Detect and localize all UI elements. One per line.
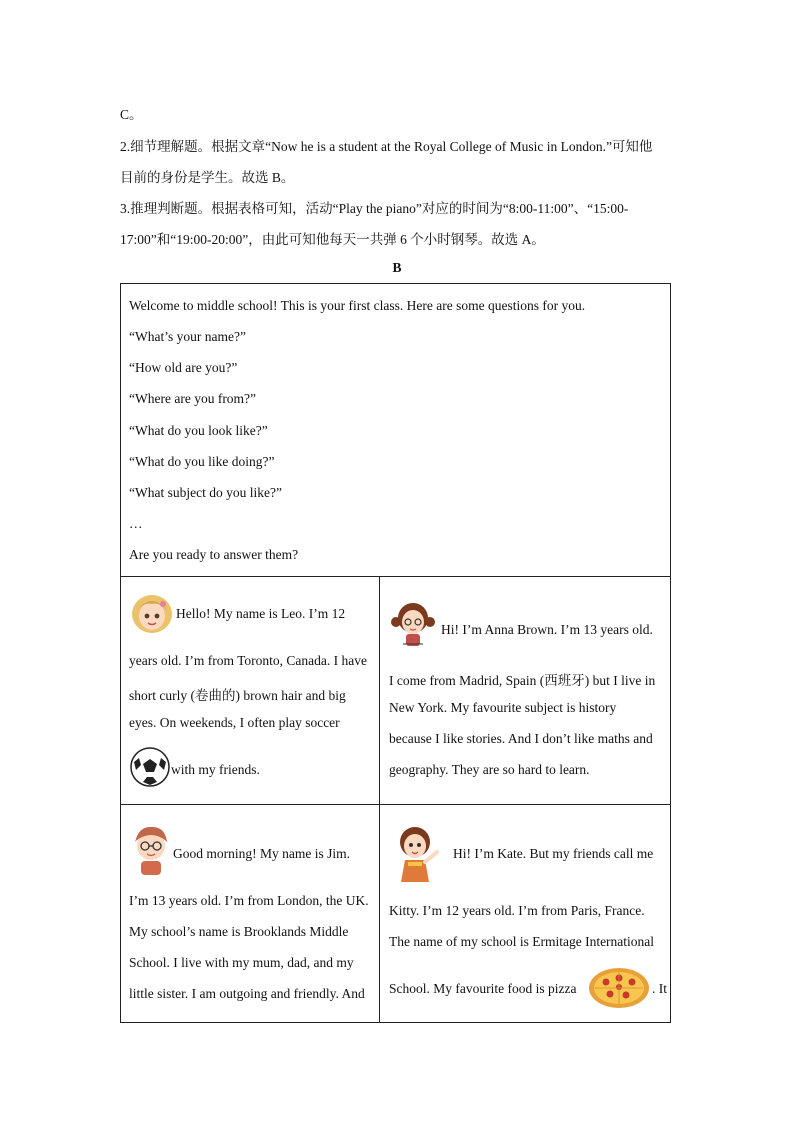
girl-blonde-avatar-icon <box>129 590 175 640</box>
section-label: B <box>392 260 402 275</box>
intro-line: “What do you look like?” <box>129 423 268 438</box>
leo-text-line-4: eyes. On weekends, I often play soccer <box>129 715 340 730</box>
soccer-ball-icon <box>129 746 171 792</box>
jim-text-line-4: School. I live with my mum, dad, and my <box>129 955 354 970</box>
leo-text-line-5: with my friends. <box>171 762 260 777</box>
intro-line: “What do you like doing?” <box>129 454 275 469</box>
anna-text-line-1: Hi! I’m Anna Brown. I’m 13 years old. <box>441 622 653 637</box>
jim-text-line-5: little sister. I am outgoing and friendly. And <box>129 986 365 1001</box>
anna-text-line-2: I come from Madrid, Spain (西班牙) but I live in <box>389 673 656 688</box>
answer-line-5: 17:00”和“19:00-20:00”，由此可知他每天一共弹 6 个小时钢琴。故选 A。 <box>120 232 545 247</box>
intro-line: Welcome to middle school! This is your first class. Here are some questions for you. <box>129 298 586 313</box>
kate-text-line-3: The name of my school is Ermitage International <box>389 934 655 949</box>
leo-text-line-3: short curly (卷曲的) brown hair and big <box>129 688 346 703</box>
kate-text-line-4-end: . It <box>652 981 667 996</box>
jim-text-line-3: My school’s name is Brooklands Middle <box>129 924 349 939</box>
leo-text-line-2: years old. I’m from Toronto, Canada. I have <box>129 653 367 668</box>
kate-text-line-4: School. My favourite food is pizza <box>389 981 577 996</box>
jim-text-line-1: Good morning! My name is Jim. <box>173 846 350 861</box>
girl-pigtails-avatar-icon <box>389 600 437 650</box>
boy-glasses-avatar-icon <box>129 824 173 880</box>
kate-text-line-1: Hi! I’m Kate. But my friends call me <box>453 846 654 861</box>
passage-table <box>120 283 671 1023</box>
anna-text-line-3: New York. My favourite subject is history <box>389 700 617 715</box>
column-divider <box>379 576 380 1022</box>
answer-line-2: 2.细节理解题。根据文章“Now he is a student at the Royal College of Music in London.”可知他 <box>120 139 653 154</box>
anna-text-line-4: because I like stories. And I don’t like maths and <box>389 731 653 746</box>
answer-line-4: 3.推理判断题。根据表格可知，活动“Play the piano”对应的时间为“8:00-11:00”、“15:00- <box>120 201 629 216</box>
answer-line-1: C。 <box>120 107 143 122</box>
kate-text-line-2: Kitty. I’m 12 years old. I’m from Paris, France. <box>389 903 645 918</box>
intro-line: “What’s your name?” <box>129 329 246 344</box>
intro-line: “What subject do you like?” <box>129 485 282 500</box>
intro-line: Are you ready to answer them? <box>129 547 299 562</box>
pizza-icon <box>588 966 650 1014</box>
row-divider <box>121 804 670 805</box>
jim-text-line-2: I’m 13 years old. I’m from London, the UK. <box>129 893 369 908</box>
answer-line-3: 目前的身份是学生。故选 B。 <box>120 170 295 185</box>
intro-line: … <box>129 516 143 531</box>
leo-text-line-1: Hello! My name is Leo. I’m 12 <box>176 606 346 621</box>
anna-text-line-5: geography. They are so hard to learn. <box>389 762 590 777</box>
intro-line: “Where are you from?” <box>129 391 257 406</box>
girl-pointing-avatar-icon <box>393 824 447 886</box>
row-divider <box>121 576 670 577</box>
intro-line: “How old are you?” <box>129 360 238 375</box>
